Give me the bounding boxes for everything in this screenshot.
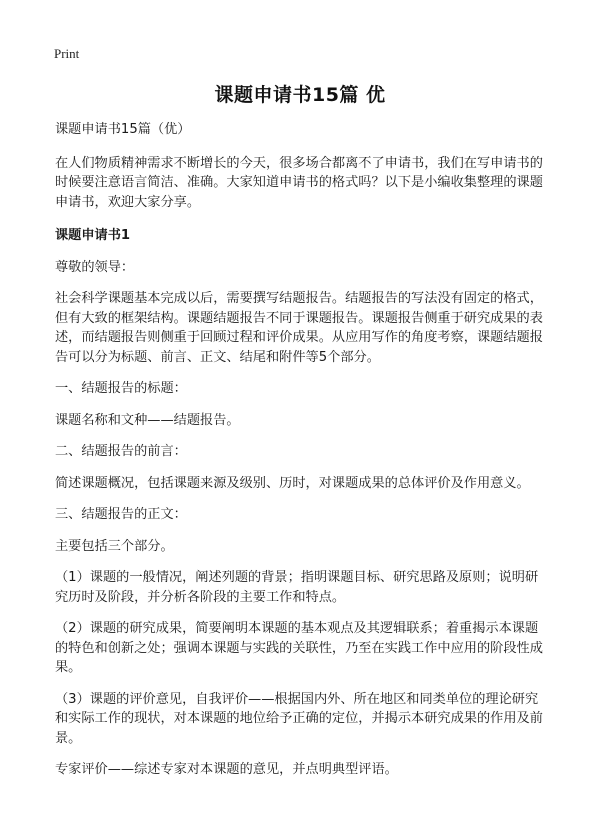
print-label: Print (54, 46, 80, 61)
document-body (55, 120, 551, 780)
page-title: 课题申请书15篇 优 (214, 84, 386, 106)
paragraph-expert-review: 专家评价——综述专家对本课题的意见，并点明典型评语。 (55, 762, 398, 777)
heading-report-body: 三、结题报告的正文： (55, 507, 187, 522)
paragraph-overview: 社会科学课题基本完成以后，需要撰写结题报告。结题报告的写法没有固定的格式，但有大致的框架结构。课题结题报告不同于课题报告。课题报告侧重于研究成果的表述，而结题报告则侧重于回顾过程和评价成果。从应用写作的角度考察，课题结题报告可以分为标题、前言、正文、结尾和附件等5个部分。 (55, 291, 543, 365)
list-item: （1）课题的一般情况，阐述列题的背景；指明课题目标、研究思路及原则；说明研究历时及阶段，并分析各阶段的主要工作和特点。 (55, 570, 539, 605)
paragraph-report-preface: 简述课题概况，包括课题来源及级别、历时，对课题成果的总体评价及作用意义。 (55, 475, 530, 491)
paragraph-report-title: 课题名称和文种——结题报告。 (55, 412, 240, 428)
paragraph-report-body: 主要包括三个部分。 (55, 538, 174, 554)
list-item: （3）课题的评价意见，自我评价——根据国内外、所在地区和同类单位的理论研究和实际工作的现状，对本课题的地位给予正确的定位，并揭示本研究成果的作用及前景。 (55, 691, 543, 746)
heading-report-preface: 二、结题报告的前言： (55, 444, 187, 459)
intro-paragraph: 在人们物质精神需求不断增长的今天，很多场合都离不了申请书，我们在写申请书的时候要注意语言简洁、准确。大家知道申请书的格式吗？以下是小编收集整理的课题申请书，欢迎大家分享。 (55, 155, 543, 210)
salutation: 尊敬的领导： (55, 259, 135, 275)
section-heading: 课题申请书1 (55, 228, 131, 243)
heading-report-title: 一、结题报告的标题： (55, 381, 187, 396)
document-subtitle: 课题申请书15篇（优） (55, 122, 191, 137)
list-item: （2）课题的研究成果，简要阐明本课题的基本观点及其逻辑联系；着重揭示本课题的特色和创新之处；强调本课题与实践的关联性，乃至在实践工作中应用的阶段性成果。 (55, 621, 543, 675)
